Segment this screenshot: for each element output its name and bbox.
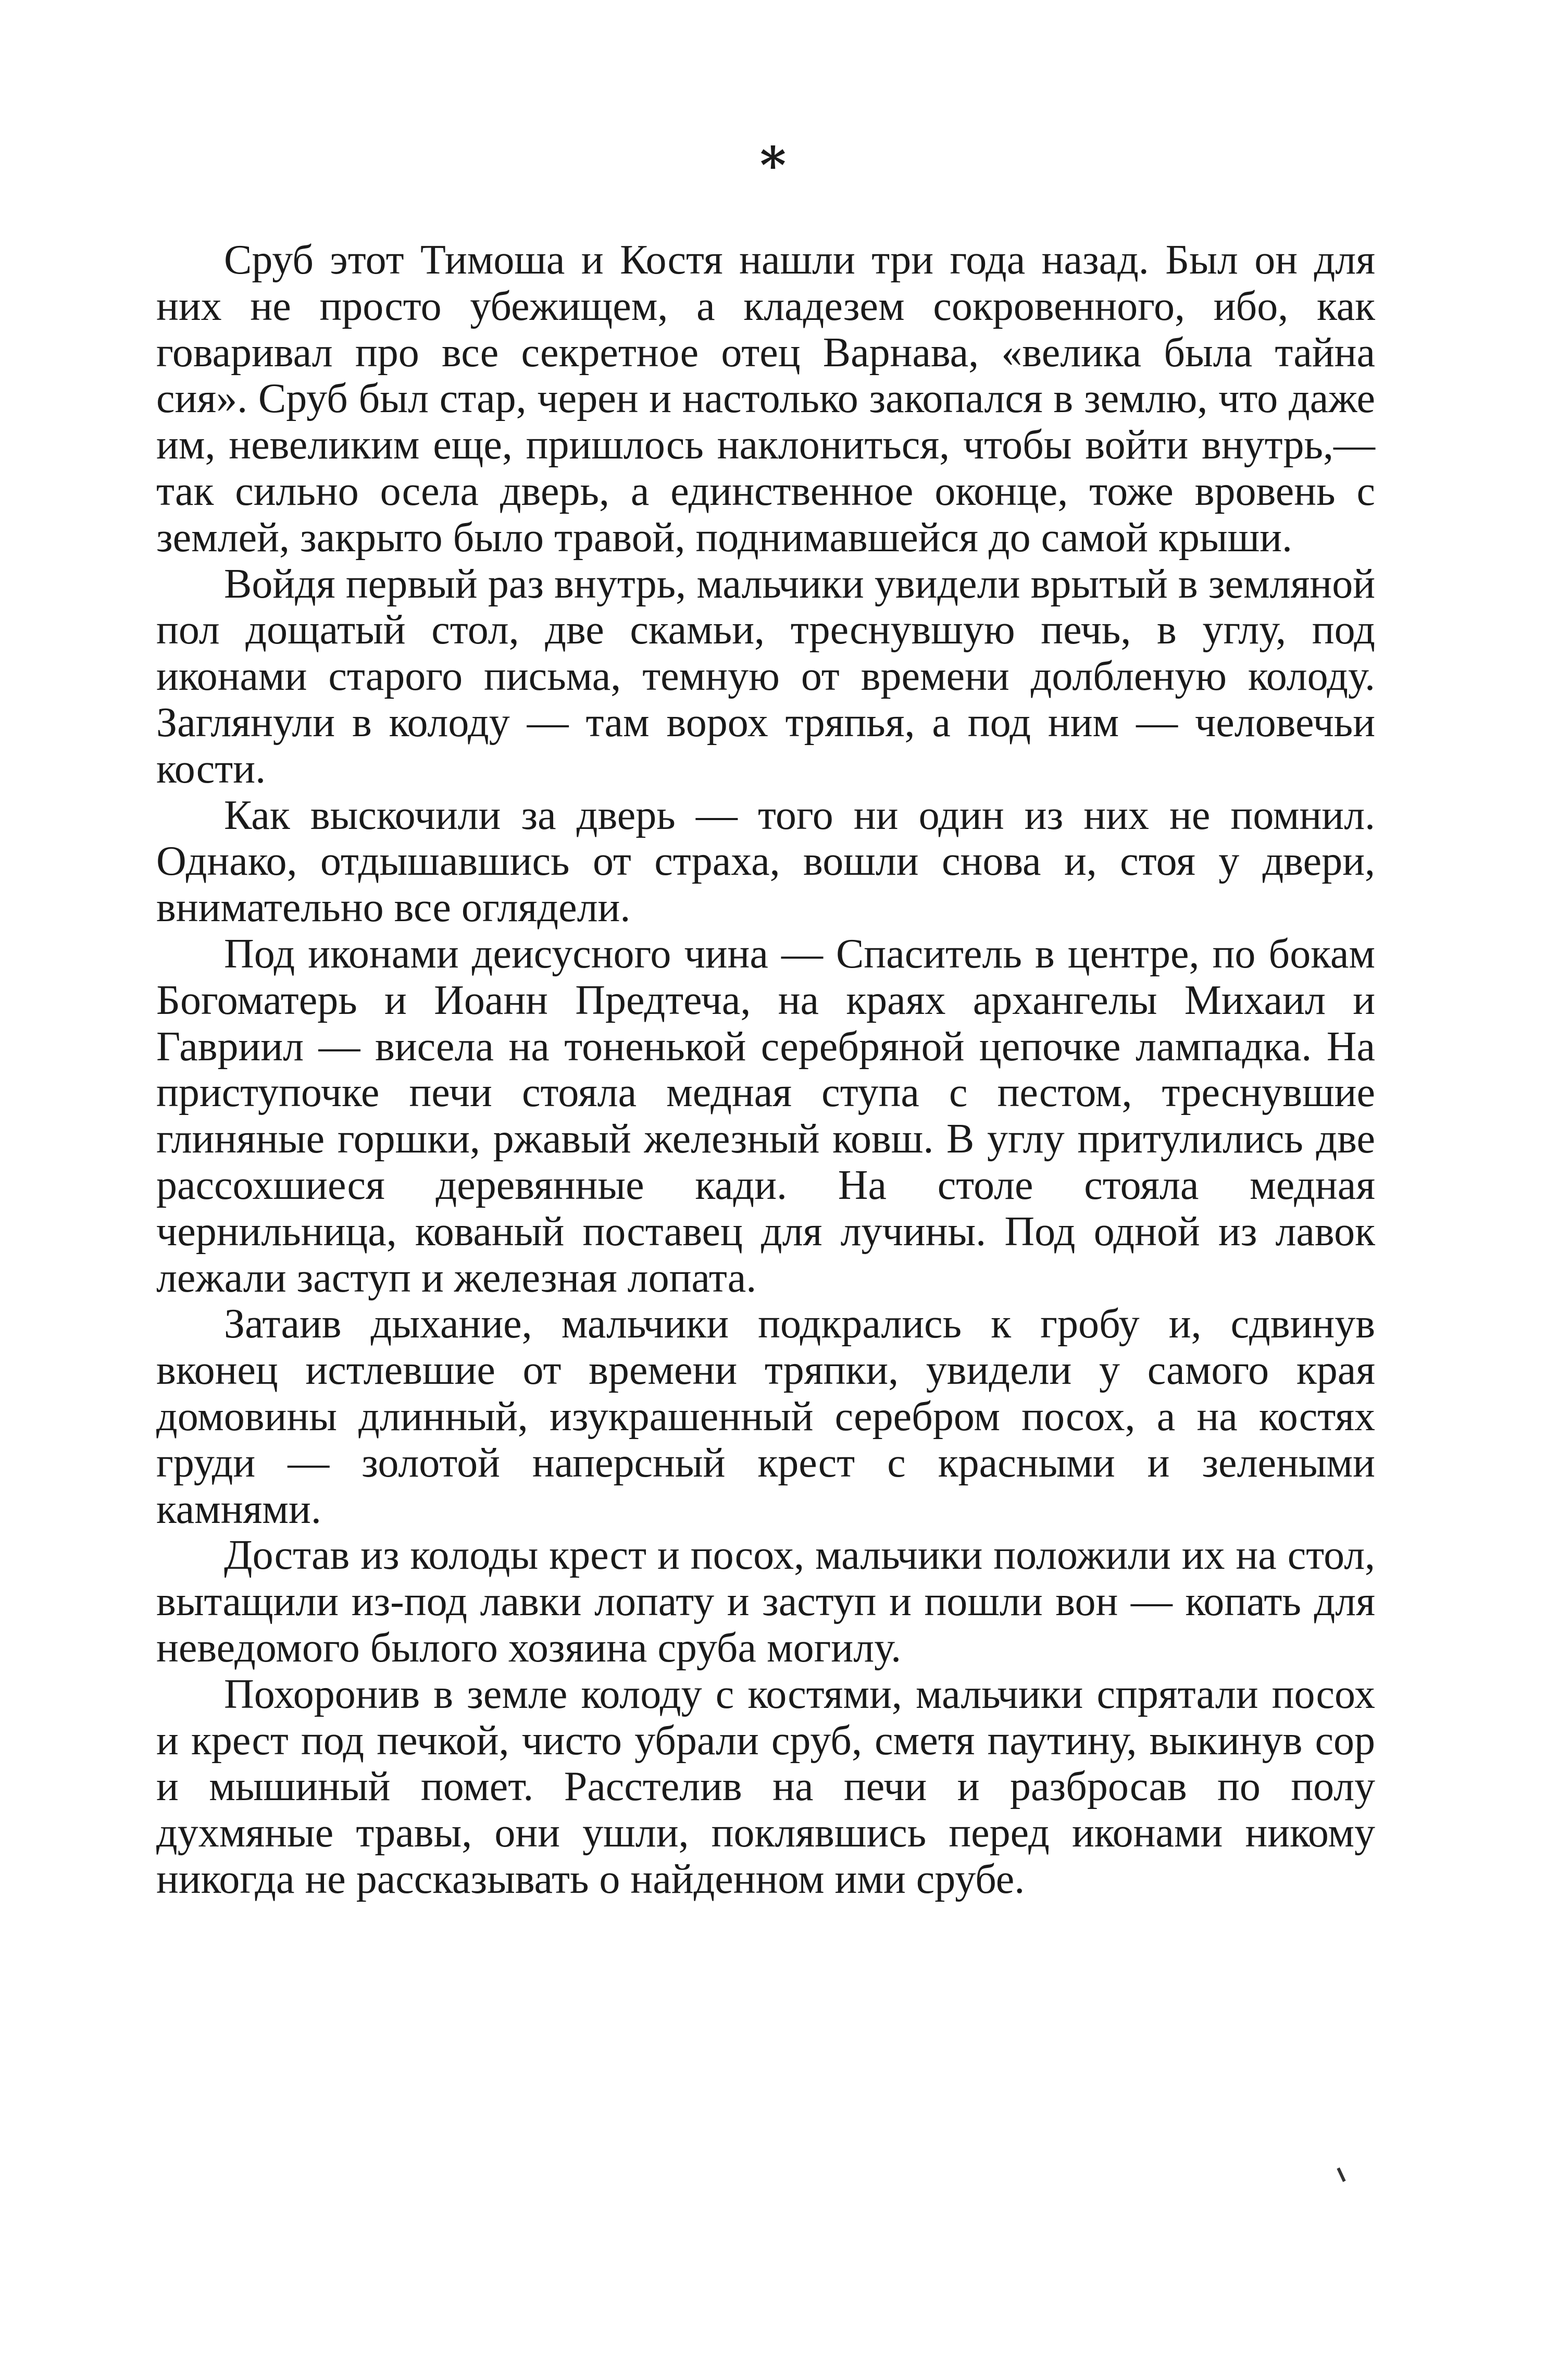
paragraph-6: Достав из колоды крест и посох, мальчики положили их на стол, вытащили из-под лавки лопату и заступ и пошли вон — копать для неведомого былого хозяина сруба могилу. — [156, 1532, 1375, 1671]
scan-artifact-mark — [1337, 2167, 1345, 2182]
paragraph-3: Как выскочили за дверь — того ни один из них не помнил. Однако, отдышавшись от страха, вошли снова и, стоя у двери, внимательно все оглядели. — [156, 792, 1375, 931]
paragraph-2: Войдя первый раз внутрь, мальчики увидели врытый в земляной пол дощатый стол, две скамьи, треснувшую печь, в углу, под иконами старого письма, темную от времени долбленую колоду. Заглянули в колоду — там ворох тряпья, а под ним — человечьи кости. — [156, 561, 1375, 792]
section-separator: * — [759, 136, 787, 195]
paragraph-7: Похоронив в земле колоду с костями, мальчики спрятали посох и крест под печкой, чисто убрали сруб, сметя паутину, выкинув сор и мышиный помет. Расстелив на печи и разбросав по полу духмяные травы, они ушли, поклявшись перед иконами никому никогда не рассказывать о найденном ими срубе. — [156, 1671, 1375, 1902]
paragraph-1: Сруб этот Тимоша и Костя нашли три года назад. Был он для них не просто убежищем, а кладезем сокровенного, ибо, как говаривал про все секретное отец Варнава, «велика была тайна сия». Сруб был стар, черен и настолько закопался в землю, что даже им, невеликим еще, пришлось наклониться, чтобы войти внутрь,— так сильно осела дверь, а единственное оконце, тоже вровень с землей, закрыто было травой, поднимавшейся до самой крыши. — [156, 237, 1375, 561]
paragraph-5: Затаив дыхание, мальчики подкрались к гробу и, сдвинув вконец истлевшие от времени тряпки, увидели у самого края домовины длинный, изукрашенный серебром посох, а на костях груди — золотой наперсный крест с красными и зелеными камнями. — [156, 1301, 1375, 1532]
text-body — [156, 237, 1375, 1903]
paragraph-4: Под иконами деисусного чина — Спаситель в центре, по бокам Богоматерь и Иоанн Предтеча, на краях архангелы Михаил и Гавриил — висела на тоненькой серебряной цепочке лампадка. На приступочке печи стояла медная ступа с пестом, треснувшие глиняные горшки, ржавый железный ковш. В углу притулились две рассохшиеся деревянные кади. На столе стояла медная чернильница, кованый поставец для лучины. Под одной из лавок лежали заступ и железная лопата. — [156, 931, 1375, 1301]
